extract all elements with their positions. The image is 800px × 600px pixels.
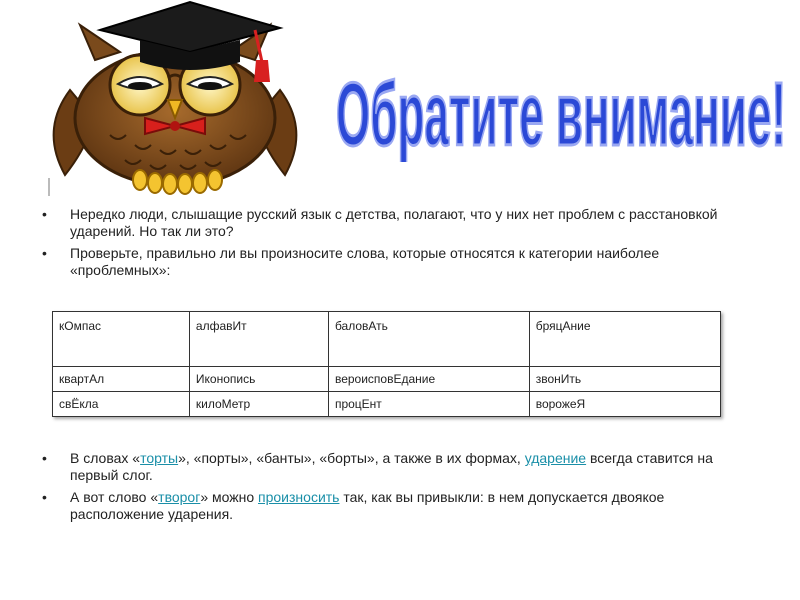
table-cell: килоМетр (189, 392, 328, 417)
link-udarenie[interactable]: ударение (524, 450, 587, 466)
intro-list (40, 206, 760, 284)
link-tvorog[interactable]: творог (158, 489, 201, 505)
table-cell: звонИть (529, 367, 720, 392)
link-proiznosit[interactable]: произносить (258, 489, 340, 505)
table-cell: бряцАние (529, 312, 720, 367)
table-cell: свЁкла (53, 392, 190, 417)
table-cell: квартАл (53, 367, 190, 392)
words-table (52, 311, 721, 417)
headline (330, 52, 800, 162)
table-row (53, 312, 721, 367)
table-cell: кОмпас (53, 312, 190, 367)
link-torty[interactable]: торты (140, 450, 179, 466)
table-cell: Иконопись (189, 367, 328, 392)
list-item (40, 489, 760, 523)
table-cell: вероисповЕдание (328, 367, 529, 392)
note-text: всегда ставится на первый слог. (70, 450, 713, 483)
note-text: » можно (200, 489, 259, 505)
note-text: », «порты», «банты», «борты», а также в их формах, (178, 450, 525, 466)
list-item: • Нередко люди, слышащие русский язык с детства, полагают, что у них нет проблем с расстановкой ударений. Но так ли это? (40, 206, 760, 240)
owl-professor-icon (40, 0, 310, 200)
note-text: В словах « (70, 450, 141, 466)
list-item (40, 450, 760, 484)
headline-text: Обратите внимание! (336, 64, 786, 162)
table-cell: баловАть (328, 312, 529, 367)
table-cell: ворожеЯ (529, 392, 720, 417)
table-cell: алфавИт (189, 312, 328, 367)
list-item: • Проверьте, правильно ли вы произносите слова, которые относятся к категории наиболее «проблемных»: (40, 245, 760, 279)
notes-list (40, 450, 760, 528)
divider (48, 178, 50, 196)
table-row (53, 392, 721, 417)
note-text: так, как вы привыкли: в нем допускается двоякое расположение ударения. (70, 489, 665, 522)
table-cell: процЕнт (328, 392, 529, 417)
note-text: А вот слово « (70, 489, 159, 505)
table-row (53, 367, 721, 392)
